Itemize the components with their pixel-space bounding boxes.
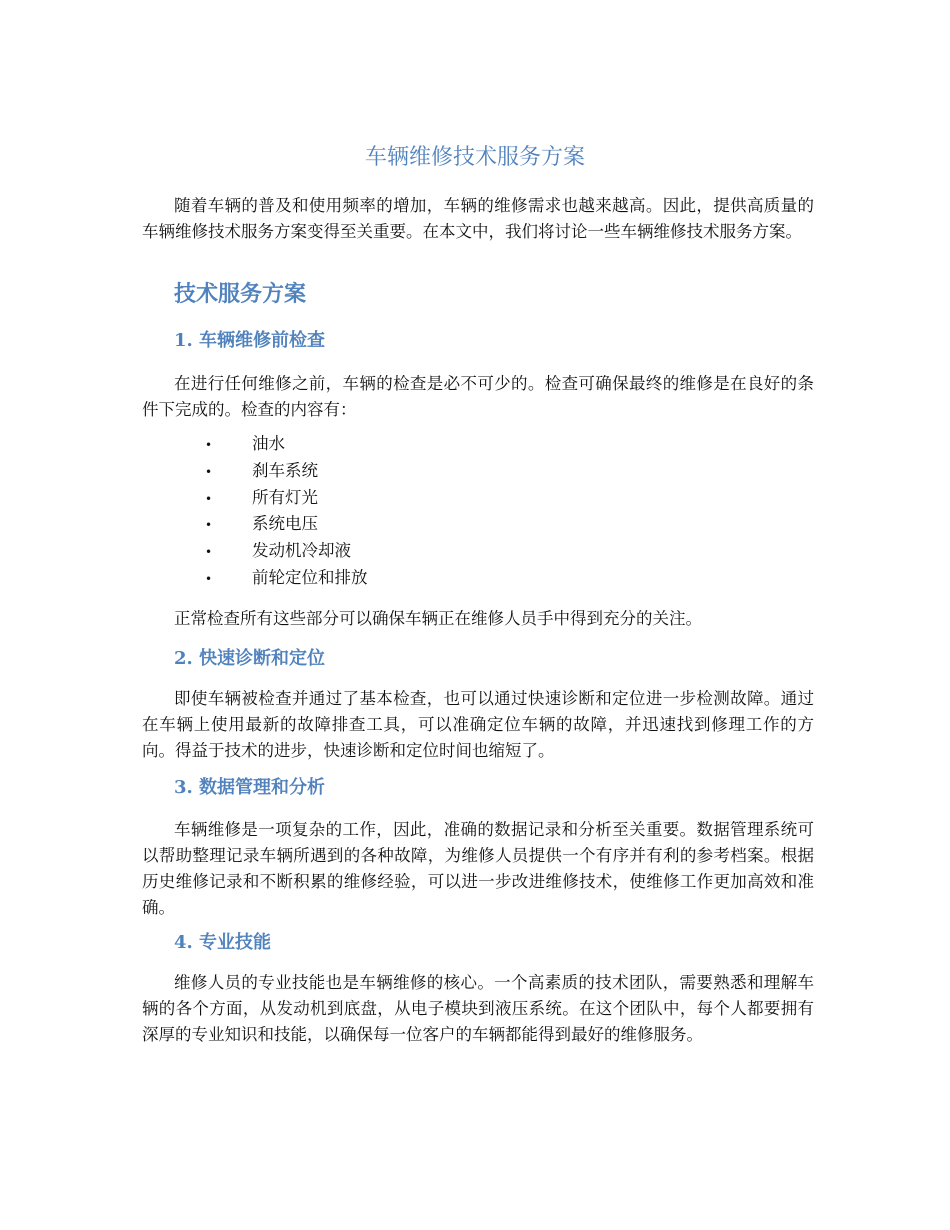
bullet-icon: • bbox=[205, 438, 213, 452]
list-item: • 系统电压 bbox=[205, 511, 368, 538]
subsection-3-paragraph: 车辆维修是一项复杂的工作，因此，准确的数据记录和分析至关重要。数据管理系统可以帮助整理记录车辆所遇到的各种故障，为维修人员提供一个有序并有利的参考档案。根据历史维修记录和不断积累的维修经验，可以进一步改进维修技术，使维修工作更加高效和准确。 bbox=[142, 820, 814, 917]
bullet-icon: • bbox=[205, 464, 213, 479]
intro-paragraph: 随着车辆的普及和使用频率的增加，车辆的维修需求也越来越高。因此，提供高质量的车辆维修技术服务方案变得至关重要。在本文中，我们将讨论一些车辆维修技术服务方案。 bbox=[142, 196, 814, 241]
subsection-heading-2: 2. 快速诊断和定位 bbox=[174, 648, 326, 669]
list-item: • 发动机冷却液 bbox=[205, 538, 368, 565]
subsection-heading-4: 4. 专业技能 bbox=[174, 932, 272, 953]
bullet-icon: • bbox=[205, 545, 213, 560]
bullet-icon: • bbox=[205, 518, 213, 533]
subsection-4-paragraph: 维修人员的专业技能也是车辆维修的核心。一个高素质的技术团队，需要熟悉和理解车辆的各个方面，从发动机到底盘，从电子模块到液压系统。在这个团队中，每个人都要拥有深厚的专业知识和技能，以确保每一位客户的车辆都能得到最好的维修服务。 bbox=[142, 973, 814, 1044]
subsection-2-paragraph: 即使车辆被检查并通过了基本检查，也可以通过快速诊断和定位进一步检测故障。通过在车辆上使用最新的故障排查工具，可以准确定位车辆的故障，并迅速找到修理工作的方向。得益于技术的进步，快速诊断和定位时间也缩短了。 bbox=[142, 689, 814, 760]
list-item: • 所有灯光 bbox=[205, 485, 368, 512]
list-item: • 前轮定位和排放 bbox=[205, 565, 368, 592]
subsection-heading-3: 3. 数据管理和分析 bbox=[174, 777, 326, 798]
subsection-1-paragraph: 在进行任何维修之前，车辆的检查是必不可少的。检查可确保最终的维修是在良好的条件下完成的。检查的内容有： bbox=[142, 374, 814, 419]
document-title: 车辆维修技术服务方案 bbox=[364, 145, 585, 170]
section-heading: 技术服务方案 bbox=[174, 281, 307, 307]
list-item: • 刹车系统 bbox=[205, 458, 368, 485]
list-item: • 油水 bbox=[205, 431, 368, 458]
subsection-1-closing: 正常检查所有这些部分可以确保车辆正在维修人员手中得到充分的关注。 bbox=[174, 609, 702, 628]
bullet-icon: • bbox=[205, 571, 213, 586]
bullet-icon: • bbox=[205, 491, 213, 506]
inspection-list bbox=[205, 431, 368, 592]
subsection-heading-1: 1. 车辆维修前检查 bbox=[174, 330, 326, 351]
